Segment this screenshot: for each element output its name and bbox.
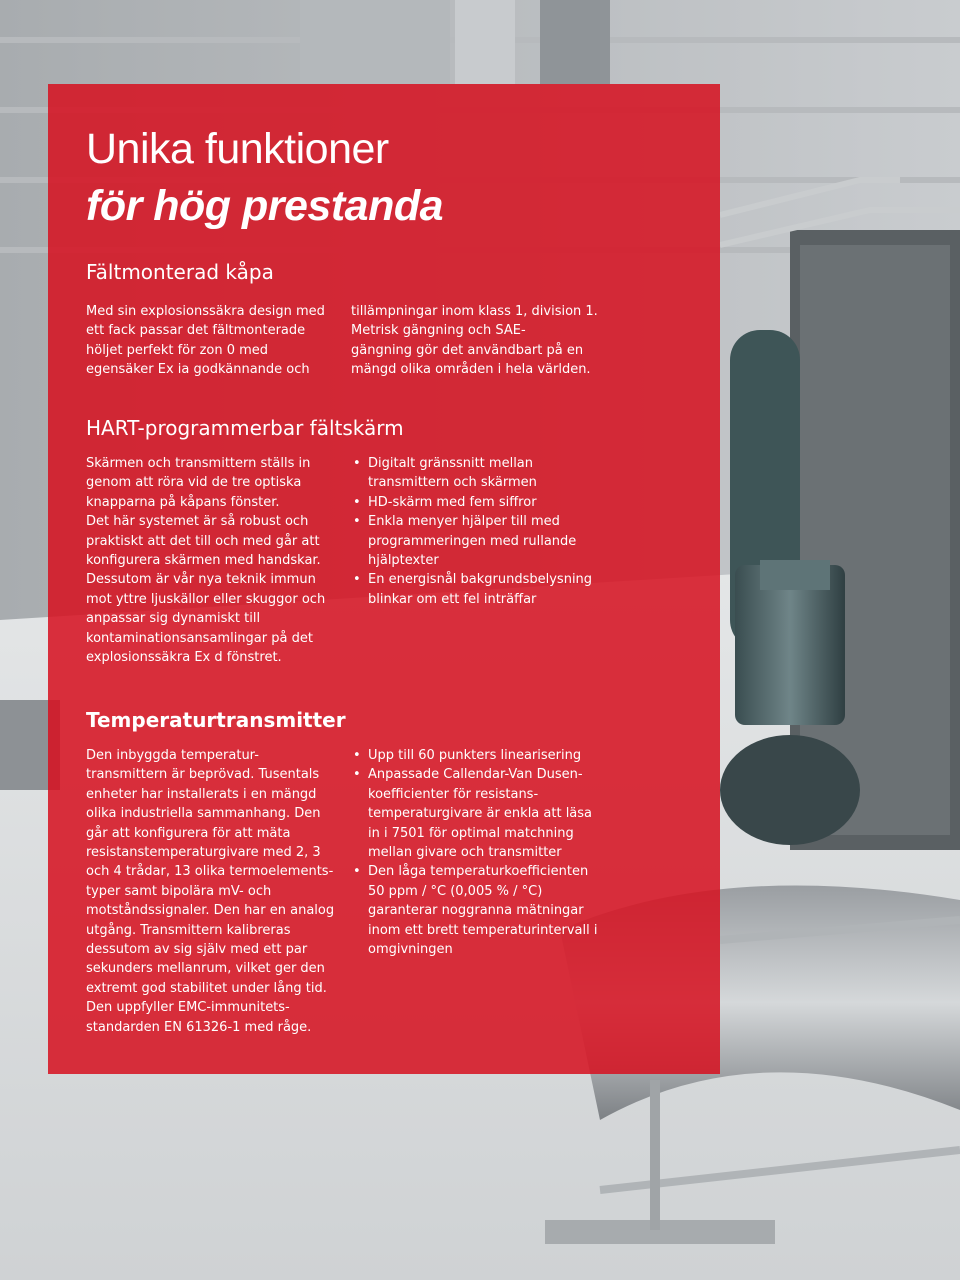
section1-right-paragraph: tillämpningar inom klass 1, division 1. Metrisk gängning och SAE- gängning gör det användbart på en mängd olika områden i hela världen. [351,304,598,378]
section3-bullet-list [350,746,640,959]
list-item [350,512,630,570]
section-heading-hart-faltskarm: HART-programmerbar fältskärm [86,416,404,440]
bullet-icon: • [353,494,361,510]
section1-left-paragraph: Med sin explosionssäkra design med ett fack passar det fältmonterade höljet perfekt för zon 0 med egensäker Ex ia godkännande och [86,304,325,378]
section3-left-text [86,746,351,1037]
list-item-text: Den låga temperaturkoefficienten 50 ppm / °C (0,005 % / °C) garanterar noggranna mätningar inom ett brett temperaturintervall i omgivningen [368,864,598,958]
section2-bullet-list [350,454,630,609]
list-item [350,454,630,493]
page-title-line-2: för hög prestanda [86,182,444,230]
list-item [350,493,630,512]
list-item [350,862,640,959]
bullet-icon: • [353,767,361,783]
section2-left-paragraph: Skärmen och transmittern ställs in genom att röra vid de tre optiska knapparna på kåpans fönster. Det här systemet är så robust och praktiskt att det till och med går att konfigurera skärmen med handskar. Dessutom är vår nya teknik immun mot yttre ljuskällor eller skuggor och anpassar sig dynamiskt till kontaminationsansamlingar på det explosionssäkra Ex d fönstret. [86,456,326,666]
list-item [350,765,640,862]
list-item-text: HD-skärm med fem siffror [368,494,537,510]
section1-right-text [351,302,611,380]
bullet-icon: • [353,514,361,530]
bullet-icon: • [353,864,361,880]
bullet-icon: • [353,572,361,588]
list-item-text: Enkla menyer hjälper till med programmeringen med rullande hjälptexter [368,514,577,569]
section-heading-faltmonterad-kapa: Fältmonterad kåpa [86,260,274,284]
list-item [350,746,640,765]
list-item-text: Anpassade Callendar-Van Dusen- koefficienter för resistans- temperaturgivare är enkla att läsa in i 7501 för optimal matchning mellan givare och transmitter [368,767,593,861]
list-item-text: En energisnål bakgrundsbelysning blinkar om ett fel inträffar [368,572,593,607]
section3-left-paragraph: Den inbyggda temperatur- transmittern är beprövad. Tusentals enheter har installerats i en mängd olika industriella sammanhang. Den går att konfigurera för att mäta resistanstemperaturgivare med 2, 3 och 4 trådar, 13 olika termoelements- typer samt bipolära mV- och motståndssignaler. Den har en analog utgång. Transmittern kalibreras dessutom av sig själv med ett par sekunders mellanrum, vilket ger den extremt god stabilitet under lång tid. Den uppfyller EMC-immunitets- standarden EN 61326-1 med råge. [86,748,335,1035]
section2-left-text [86,454,346,667]
bullet-icon: • [353,748,361,763]
list-item-text: Upp till 60 punkters linearisering [368,748,582,763]
page-title-line-1: Unika funktioner [86,125,389,173]
list-item-text: Digitalt gränssnitt mellan transmittern och skärmen [368,456,537,491]
section1-left-text [86,302,336,380]
list-item [350,570,630,609]
section-heading-temperaturtransmitter: Temperaturtransmitter [86,708,346,732]
bullet-icon: • [353,456,361,471]
